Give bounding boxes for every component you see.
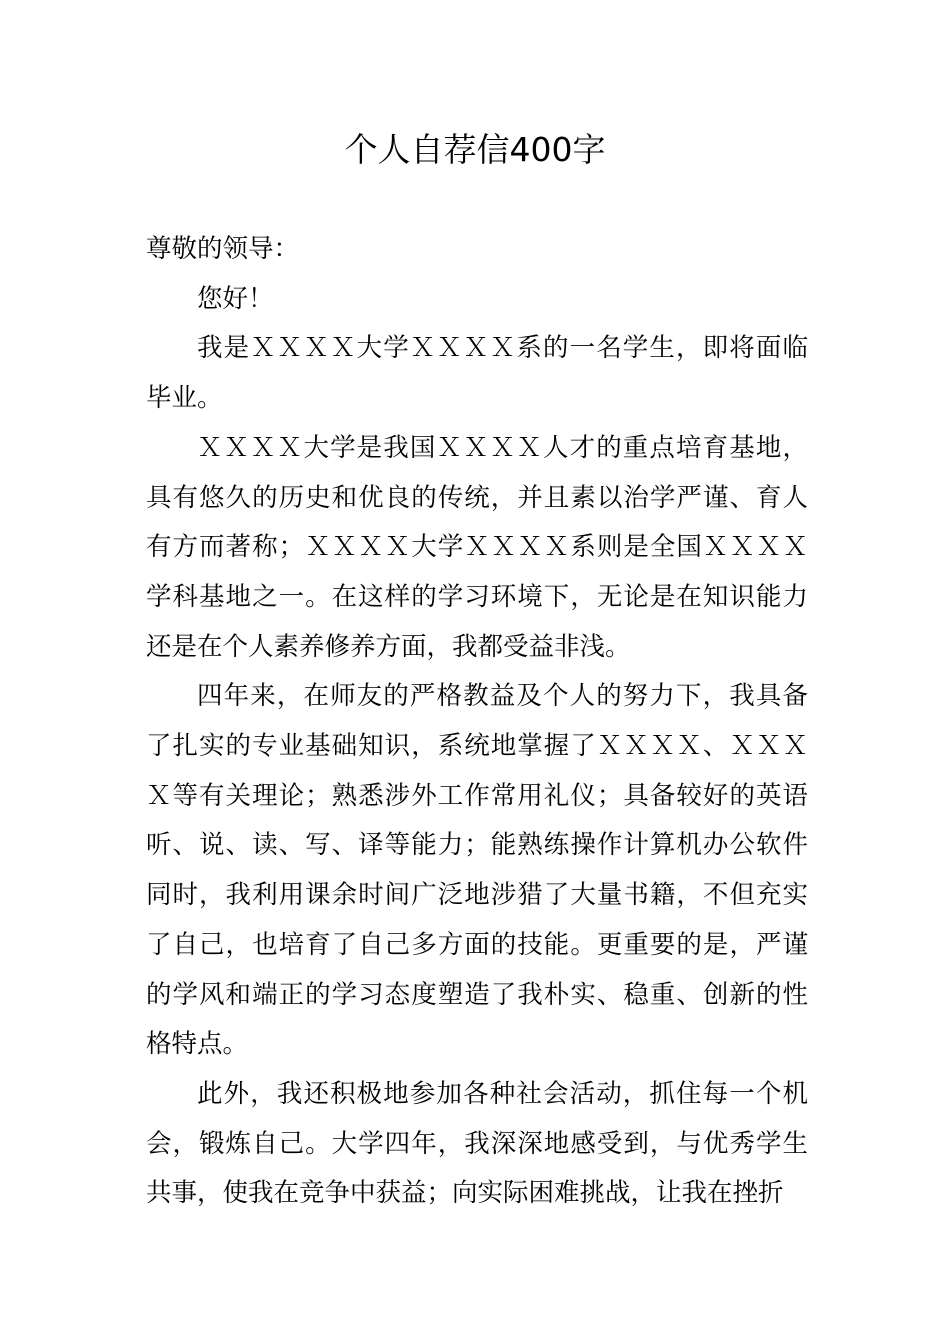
paragraph-activities: 此外，我还积极地参加各种社会活动，抓住每一个机会，锻炼自己。大学四年，我深深地感受到，与优秀学生共事，使我在竞争中获益；向实际困难挑战，让我在挫折: [146, 1078, 808, 1209]
paragraph-introduction: 我是ＸＸＸＸ大学ＸＸＸＸ系的一名学生，即将面临毕业。: [146, 333, 808, 414]
letter-body: [146, 225, 808, 1219]
document-title: 个人自荐信400字: [344, 130, 606, 169]
paragraph-university: ＸＸＸＸ大学是我国ＸＸＸＸ人才的重点培育基地，具有悠久的历史和优良的传统，并且素以治学严谨、育人有方而著称；ＸＸＸＸ大学ＸＸＸＸ系则是全国ＸＸＸＸ学科基地之一。在这样的学习环境下，无论是在知识能力还是在个人素养修养方面，我都受益非浅。: [146, 432, 808, 662]
salutation: 尊敬的领导：: [146, 234, 300, 264]
paragraph-greeting: 您好！: [197, 283, 274, 314]
paragraph-skills: 四年来，在师友的严格教益及个人的努力下，我具备了扎实的专业基础知识，系统地掌握了ＸＸＸＸ、ＸＸＸＸ等有关理论；熟悉涉外工作常用礼仪；具备较好的英语听、说、读、写、译等能力；能熟练操作计算机办公软件同时，我利用课余时间广泛地涉猎了大量书籍，不但充实了自己，也培育了自己多方面的技能。更重要的是，严谨的学风和端正的学习态度塑造了我朴实、稳重、创新的性格特点。: [146, 681, 808, 1060]
